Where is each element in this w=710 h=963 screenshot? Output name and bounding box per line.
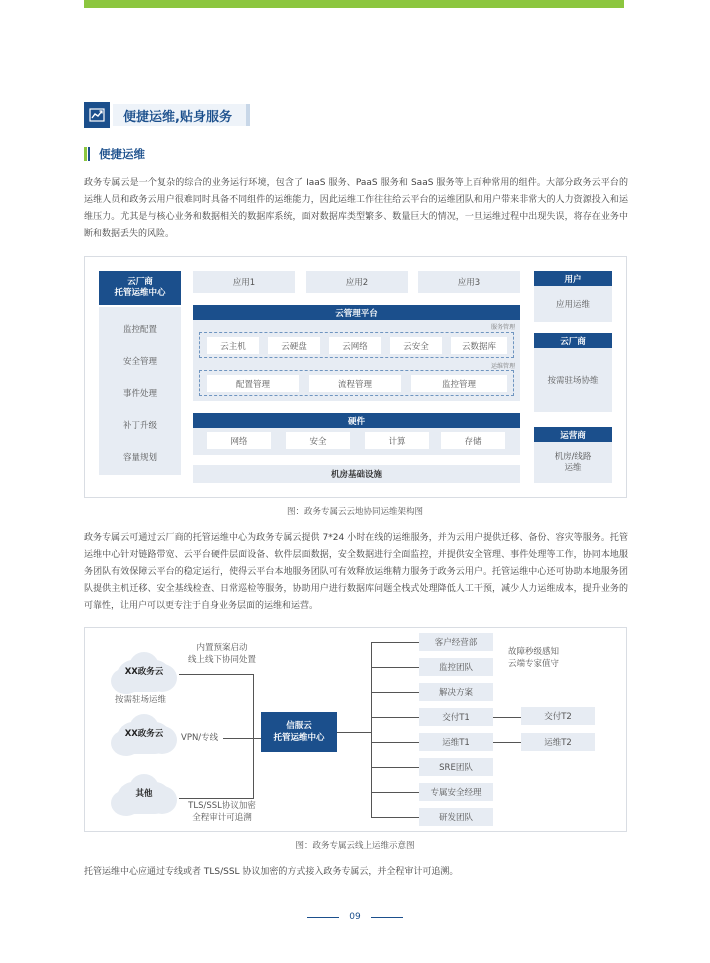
paragraph-intro: 政务专属云是一个复杂的综合的业务运行环境，包含了 IaaS 服务、PaaS 服务和 SaaS 服务等上百种常用的组件。大部分政务云平台的运维人员和政务云用户很难同时具备不同组件的运维能力，因此运维工作往往给云平台的运维团队和用户带来非常大的人力资源投入和运维压力。尤其是与核心业务和数据相关的数据库系统，面对数据库类型繁多、数量巨大的情况，一旦运维过程中出现失误，将存在业务中断和数据丢失的风险。 [84,178,628,239]
service-item: 云网络 [329,337,381,354]
page-footer [0,912,710,922]
left-item: 补丁升级 [122,421,157,431]
online-ops-diagram [84,627,627,832]
team-box: 运维T1 [419,733,493,751]
team-box: 客户经营部 [419,633,493,651]
right-body-user: 应用运维 [534,286,612,322]
connector [493,717,521,718]
connector [371,717,419,718]
connector [337,732,371,733]
team-box: 专属安全经理 [419,783,493,801]
hw-item: 计算 [365,432,429,449]
cloud-platform-title: 云管理平台 [193,305,520,320]
connector [371,742,419,743]
team-box: 交付T1 [419,708,493,726]
ops-item: 流程管理 [309,375,401,392]
subsection-header [84,146,145,162]
section-header [84,102,250,128]
subsection-marker [84,147,90,161]
connector [179,674,253,675]
left-header: 云厂商 托管运维中心 [99,271,181,305]
hw-item: 安全 [286,432,350,449]
left-item: 事件处理 [122,389,157,399]
left-item: 监控配置 [122,325,157,335]
onsite-note: 按需驻场运维 [115,695,167,705]
connector [371,667,419,668]
caption-architecture: 图：政务专属云云地协同运维架构图 [286,507,423,517]
paragraph-access: 托管运维中心应通过专线或者 TLS/SSL 协议加密的方式接入政务专属云，并全程审计可追溯。 [84,867,459,877]
service-item: 云数据库 [451,337,507,354]
facility-bar: 机房基础设施 [193,465,520,483]
chart-trend-icon [84,102,110,128]
tier2-box: 运维T2 [521,733,595,751]
app-box: 应用2 [306,271,408,293]
connector [179,798,253,799]
connector [371,642,419,643]
team-box: SRE团队 [419,758,493,776]
hw-item: 网络 [207,432,271,449]
caption-online-ops: 图：政务专属云线上运维示意图 [295,841,415,851]
ops-mgmt-label: 运维管理 [490,363,515,370]
footer-line [307,917,339,918]
left-item: 容量规划 [122,453,157,463]
paragraph-service: 政务专属云可通过云厂商的托管运维中心为政务专属云提供 7*24 小时在线的运维服务，并为云用户提供迁移、备份、容灾等服务。托管运维中心针对链路带宽、云平台硬件层面设备、软件层面数据，安全数据进行全面监控，并提供安全管理、事件处理等工作，协同本地服务团队有效保障云平台的稳定运行，使得云平台本地服务团队可有效释放运维精力服务于政务云用户。托管运维中心还可协助本地服务团队提供主机迁移、安全基线检查、日常巡检等服务，协助用户进行数据库问题全栈式处理降低人工干预，减少人力运维成本，提升业务的可靠性，让用户可以更专注于自身业务层面的运维和运营。 [84,533,628,611]
left-item: 安全管理 [122,357,157,367]
connector [223,738,261,739]
ops-item: 监控管理 [411,375,507,392]
right-header-user: 用户 [534,271,612,286]
ops-center-box: 信服云 托管运维中心 [261,712,337,752]
cloud-node: XX政务云 [109,714,179,758]
cloud-node: XX政务云 [109,652,179,696]
right-body-operator: 机房/线路 运维 [534,442,612,483]
connector [493,742,521,743]
app-box: 应用3 [418,271,520,293]
page-number: 09 [349,912,361,922]
app-box: 应用1 [193,271,295,293]
service-item: 云安全 [390,337,442,354]
right-header-vendor: 云厂商 [534,333,612,348]
vpn-note: VPN/专线 [181,733,219,743]
right-header-operator: 运营商 [534,427,612,442]
right-note: 故障秒级感知 云端专家值守 [508,647,560,669]
service-item: 云主机 [207,337,259,354]
section-title: 便捷运维,贴身服务 [113,104,250,126]
top-note: 内置预案启动 线上线下协同处置 [187,643,256,665]
team-box: 解决方案 [419,683,493,701]
tls-note: TLS/SSL协议加密 全程审计可追溯 [188,801,256,823]
connector [371,767,419,768]
connector [253,674,254,799]
cloud-node: 其他 [109,774,179,818]
right-body-vendor: 按需驻场协维 [534,348,612,412]
connector [371,692,419,693]
team-box: 研发团队 [419,808,493,826]
hardware-title: 硬件 [193,413,520,428]
subsection-title: 便捷运维 [99,147,145,161]
service-mgmt-label: 服务管理 [490,324,515,331]
top-accent-bar [84,0,624,8]
connector [371,642,372,817]
architecture-diagram [84,256,627,498]
connector [371,817,419,818]
footer-line [371,917,403,918]
service-item: 云硬盘 [268,337,320,354]
tier2-box: 交付T2 [521,707,595,725]
hw-item: 存储 [441,432,505,449]
ops-item: 配置管理 [207,375,299,392]
connector [371,792,419,793]
team-box: 监控团队 [419,658,493,676]
